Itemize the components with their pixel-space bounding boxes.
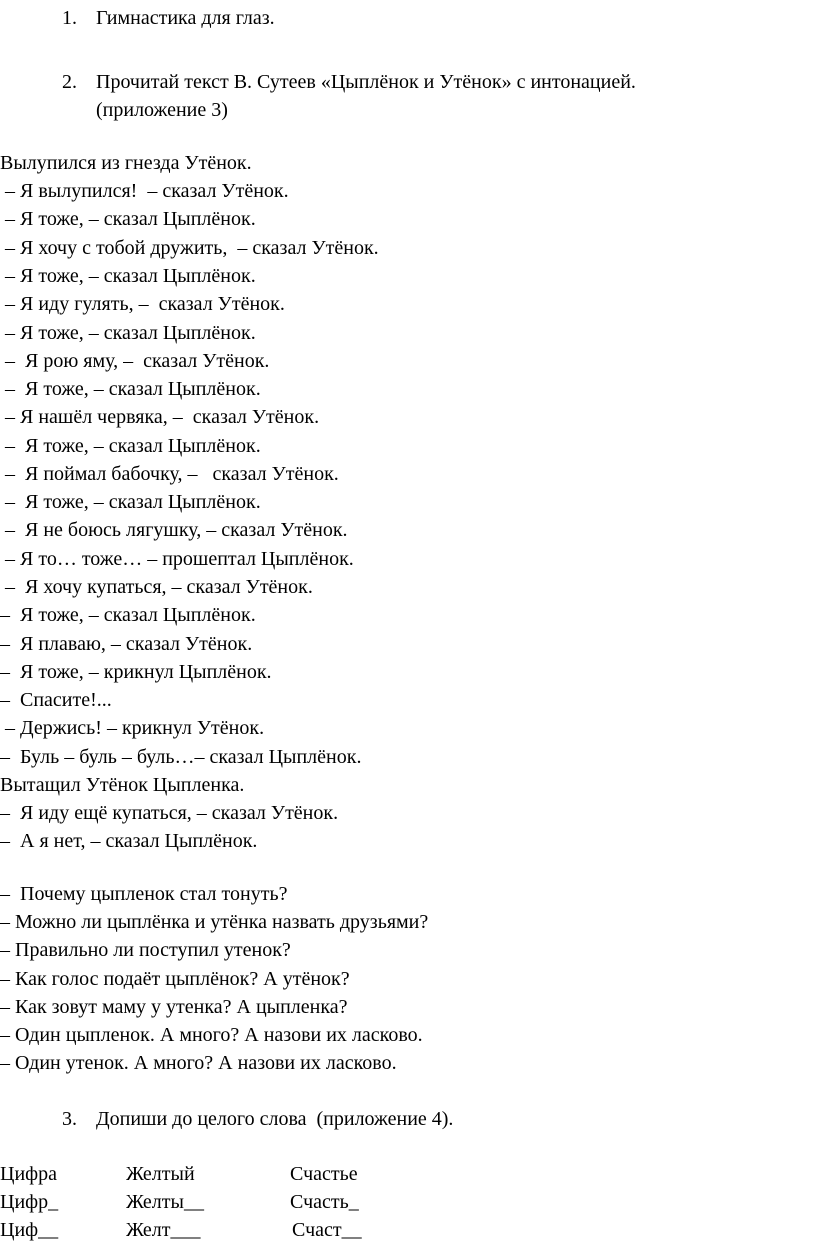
question-line: – Как голос подаёт цыплёнок? А утёнок? xyxy=(0,968,350,990)
question-line: – Можно ли цыплёнка и утёнка назвать друзьями? xyxy=(0,911,429,933)
story-line: Вылупился из гнезда Утёнок. xyxy=(0,152,252,174)
story-line: – Я рою яму, – сказал Утёнок. xyxy=(0,350,270,372)
word-cell: Счастье xyxy=(290,1163,358,1185)
story-line: – Я тоже, – крикнул Цыплёнок. xyxy=(0,661,272,683)
story-line: – Я тоже, – сказал Цыплёнок. xyxy=(0,491,261,513)
story-line: – Буль – буль – буль…– сказал Цыплёнок. xyxy=(0,746,362,768)
word-cell: Желт___ xyxy=(126,1219,201,1241)
task-2-number: 2. xyxy=(62,71,77,93)
question-line: – Как зовут маму у утенка? А цыпленка? xyxy=(0,996,348,1018)
task-1-number: 1. xyxy=(62,7,77,29)
story-line: – Я то… тоже… – прошептал Цыплёнок. xyxy=(0,548,354,570)
word-cell: Цифр_ xyxy=(0,1191,59,1213)
story-line: – Я хочу с тобой дружить, – сказал Утёнок. xyxy=(0,237,379,259)
story-line: – Я тоже, – сказал Цыплёнок. xyxy=(0,604,256,626)
story-line: – Я поймал бабочку, – сказал Утёнок. xyxy=(0,463,339,485)
task-3-text: Допиши до целого слова (приложение 4). xyxy=(96,1108,454,1130)
story-line: – Я иду ещё купаться, – сказал Утёнок. xyxy=(0,802,339,824)
word-cell: Желты__ xyxy=(126,1191,204,1213)
story-line: – Я нашёл червяка, – сказал Утёнок. xyxy=(0,406,320,428)
word-cell: Желтый xyxy=(126,1163,195,1185)
story-line: – Я иду гулять, – сказал Утёнок. xyxy=(0,293,285,315)
story-line: – Держись! – крикнул Утёнок. xyxy=(0,717,265,739)
story-line: – Я вылупился! – сказал Утёнок. xyxy=(0,180,289,202)
task-1-text: Гимнастика для глаз. xyxy=(96,7,275,29)
story-line: – Я тоже, – сказал Цыплёнок. xyxy=(0,435,261,457)
story-line: – А я нет, – сказал Цыплёнок. xyxy=(0,830,258,852)
question-line: – Правильно ли поступил утенок? xyxy=(0,939,291,961)
task-3-number: 3. xyxy=(62,1108,77,1130)
word-cell: Циф__ xyxy=(0,1219,59,1241)
word-cell: Счасть_ xyxy=(290,1191,359,1213)
word-cell: Счаст__ xyxy=(292,1219,362,1241)
story-line: Вытащил Утёнок Цыпленка. xyxy=(0,774,245,796)
story-line: – Я не боюсь лягушку, – сказал Утёнок. xyxy=(0,519,348,541)
story-line: – Я тоже, – сказал Цыплёнок. xyxy=(0,378,261,400)
question-line: – Почему цыпленок стал тонуть? xyxy=(0,883,288,905)
story-line: – Я тоже, – сказал Цыплёнок. xyxy=(0,208,256,230)
question-line: – Один утенок. А много? А назови их ласково. xyxy=(0,1052,397,1074)
question-line: – Один цыпленок. А много? А назови их ласково. xyxy=(0,1024,423,1046)
story-line: – Я хочу купаться, – сказал Утёнок. xyxy=(0,576,313,598)
story-line: – Я тоже, – сказал Цыплёнок. xyxy=(0,322,256,344)
task-2-text: Прочитай текст В. Сутеев «Цыплёнок и Утёнок» с интонацией. xyxy=(96,71,636,93)
story-line: – Спасите!... xyxy=(0,689,112,711)
story-line: – Я тоже, – сказал Цыплёнок. xyxy=(0,265,256,287)
word-cell: Цифра xyxy=(0,1163,57,1185)
story-line: – Я плаваю, – сказал Утёнок. xyxy=(0,633,253,655)
task-2-text-line2: (приложение 3) xyxy=(96,99,228,121)
